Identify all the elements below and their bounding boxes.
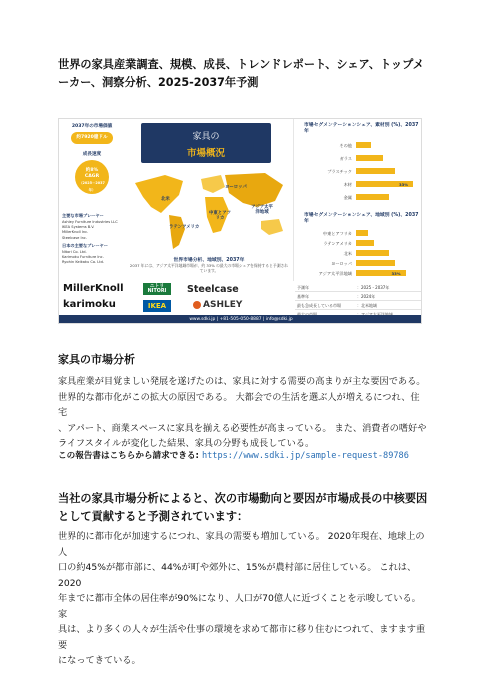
ashley-logo-text: ASHLEY — [203, 300, 243, 310]
bar-data-label: 33% — [399, 182, 409, 187]
bar — [356, 142, 371, 148]
map-europe — [201, 175, 225, 193]
bar — [356, 240, 374, 246]
map-asia — [225, 173, 283, 207]
bar-row — [294, 239, 422, 248]
overview-title-band — [141, 123, 271, 163]
bar — [356, 194, 389, 200]
bar-category-label: 中東とアフリカ — [322, 231, 352, 236]
infographic-right — [293, 119, 422, 281]
player-item: Steelcase Inc. — [62, 235, 87, 240]
label-middle-east-africa: 中東とアフリカ — [209, 211, 231, 221]
bar-category-label: 金属 — [343, 195, 352, 200]
karimoku-logo: karimoku — [63, 299, 116, 310]
analysis-line: 、アパート、商業スペースに家具を揃える必要性が高まっている。 また、消費者の嗜好や — [58, 422, 427, 434]
ashley-mark-icon — [193, 301, 201, 309]
infographic-footer: www.sdki.jp | +81-505-050-8887 | info@sdki.jp — [59, 315, 422, 324]
logo-strip — [59, 281, 293, 315]
map-caption: 世界市場分析、地域別、2037年 — [173, 258, 245, 263]
analysis-line: ライフスタイルが変化した結果、家具の分野も成長している。 — [58, 438, 315, 449]
trend-paragraph — [58, 529, 428, 669]
bar — [356, 168, 395, 174]
player-item: IKEA Systems B.V. — [62, 225, 95, 230]
bar-row — [294, 193, 422, 202]
document-title: 世界の家具産業調査、規模、成長、トレンドレポート、シェア、トップメーカー、洞察分析、2025-2037年予測 — [58, 58, 424, 89]
bar-row — [294, 269, 422, 278]
table-row — [295, 292, 421, 301]
map-north-america — [135, 175, 183, 213]
overview-title-line2: 市場概況 — [186, 148, 225, 159]
material-chart-title: 市場セグメンテーションシェア、素材別 (%)、2037年 — [304, 123, 419, 134]
trend-line: になってきている。 — [58, 655, 141, 666]
infographic-center — [125, 119, 293, 281]
nitori-logo — [143, 283, 171, 295]
analysis-heading: 家具の市場分析 — [58, 353, 135, 366]
table-value: ：2024年 — [357, 294, 376, 299]
bar — [356, 250, 389, 256]
region-chart-title: 市場セグメンテーションシェア、地域別 (%)、2037 年 — [304, 213, 419, 224]
label-latin-america: ラテンアメリカ — [169, 225, 200, 230]
players-head: 主要な市場プレーヤー — [62, 213, 104, 218]
trend-line: 具は、より多くの人々が生活や仕事の環境を求めて都市に移り住むにつれて、ますます重要 — [58, 624, 426, 651]
table-key: 基準年 — [297, 294, 309, 299]
trend-line: 世界的に都市化が加速するにつれ、家具の需要も増加している。 2020年現在、地球上の人 — [58, 531, 425, 558]
bar-row — [294, 154, 422, 163]
label-europe: ヨーロッパ — [225, 185, 247, 190]
table-value: ：北米地域 — [357, 303, 377, 308]
map-south-america — [169, 215, 185, 249]
growth-block — [62, 151, 122, 194]
ikea-logo: IKEA — [143, 300, 171, 312]
bar-row — [294, 259, 422, 268]
nitori-logo-jp: ニトリ — [149, 283, 165, 289]
cagr-value: 約8% — [85, 168, 99, 173]
analysis-line: 世界的な都市化がこの拡大の原因である。 大都会での生活を選ぶ人が増えるにつれ、住宅 — [58, 391, 420, 418]
bar-row — [294, 249, 422, 258]
analysis-line: 家具産業が目覚ましい発展を遂げたのは、家具に対する需要の高まりが主な要因である。 — [58, 376, 426, 387]
players-block — [62, 213, 122, 241]
player-item: MillerKnoll Inc. — [62, 230, 89, 235]
bar-category-label: 木材 — [343, 182, 352, 187]
millerknoll-logo: MillerKnoll — [63, 283, 124, 294]
jp-player-item: Ryohin Keikaku Co. Ltd. — [62, 260, 105, 265]
bar-row — [294, 180, 422, 189]
jp-player-item: Karimoku Furniture Inc. — [62, 255, 104, 260]
sample-request-link[interactable]: https://www.sdki.jp/sample-request-89786 — [201, 451, 409, 461]
market-value-block — [62, 123, 122, 144]
cagr-badge — [75, 160, 109, 194]
sample-request — [58, 449, 409, 461]
market-infographic — [58, 118, 422, 324]
table-row — [295, 283, 421, 292]
jp-players-head: 日本の主要なプレーヤー — [62, 243, 108, 248]
table-row — [295, 301, 421, 310]
steelcase-logo: Steelcase — [187, 284, 239, 295]
bar-row — [294, 229, 422, 238]
overview-title-line1: 家具の — [192, 132, 220, 142]
trend-heading: 当社の家具市場分析によると、次の市場動向と要因が市場成長の中核要因として貢献すると予測されています： — [58, 492, 428, 523]
bar — [356, 260, 395, 266]
map-oceania — [261, 219, 283, 235]
request-label: この報告書はこちらから請求できる: — [58, 451, 202, 461]
market-value-head: 2037年の市場価値 — [71, 124, 113, 129]
table-value: ：2025 - 2037年 — [357, 285, 390, 290]
bar — [356, 155, 383, 161]
infographic-left-panel — [59, 119, 125, 281]
bar-row — [294, 167, 422, 176]
bar-category-label: ラテンアメリカ — [323, 241, 352, 246]
nitori-logo-en: NITORI — [147, 289, 167, 294]
bar-row — [294, 141, 422, 150]
market-value-badge: 約7920億ドル — [71, 132, 113, 144]
bar-category-label: ヨーロッパ — [331, 261, 352, 266]
table-key: 予測年 — [297, 285, 309, 290]
jp-player-item: Nitori Co. Ltd. — [62, 250, 87, 254]
players-list — [62, 220, 122, 241]
growth-head: 成長速度 — [82, 152, 102, 157]
ashley-logo — [193, 300, 242, 310]
summary-table — [295, 283, 421, 319]
bar-data-label: 33% — [391, 271, 401, 276]
bar-category-label: アジア太平洋地域 — [318, 271, 352, 276]
trend-line: 年までに都市全体の居住率が90%になり、人口が70億人に近づくことを示唆している。 家 — [58, 593, 421, 620]
cagr-period: （2025－2037年） — [79, 181, 105, 192]
bar-category-label: プラスチック — [327, 169, 352, 174]
bar — [356, 230, 368, 236]
bar-category-label: 北米 — [343, 251, 352, 256]
label-north-america: 北米 — [161, 197, 170, 202]
jp-players-block — [62, 243, 122, 266]
bar-category-label: ガラス — [339, 156, 352, 161]
analysis-paragraph — [58, 374, 428, 452]
map-note: 2037 年には、アジア太平洋地域市場が、約 33% の最大の市場シェアを保持すると予測されています。 — [129, 263, 289, 273]
table-key: 最も急成長している市場 — [297, 303, 341, 308]
bar-category-label: その他 — [339, 143, 352, 148]
trend-line: 口の約45%が都市部に、44%が町や郊外に、15%が農村部に居住している。 これは、2020 — [58, 562, 417, 589]
cagr-label: CAGR — [84, 174, 100, 179]
player-item: Ashley Furniture Industries LLC — [62, 220, 118, 224]
jp-players-list — [62, 250, 122, 266]
label-asia-pacific: アジア太平洋地域 — [251, 205, 273, 215]
